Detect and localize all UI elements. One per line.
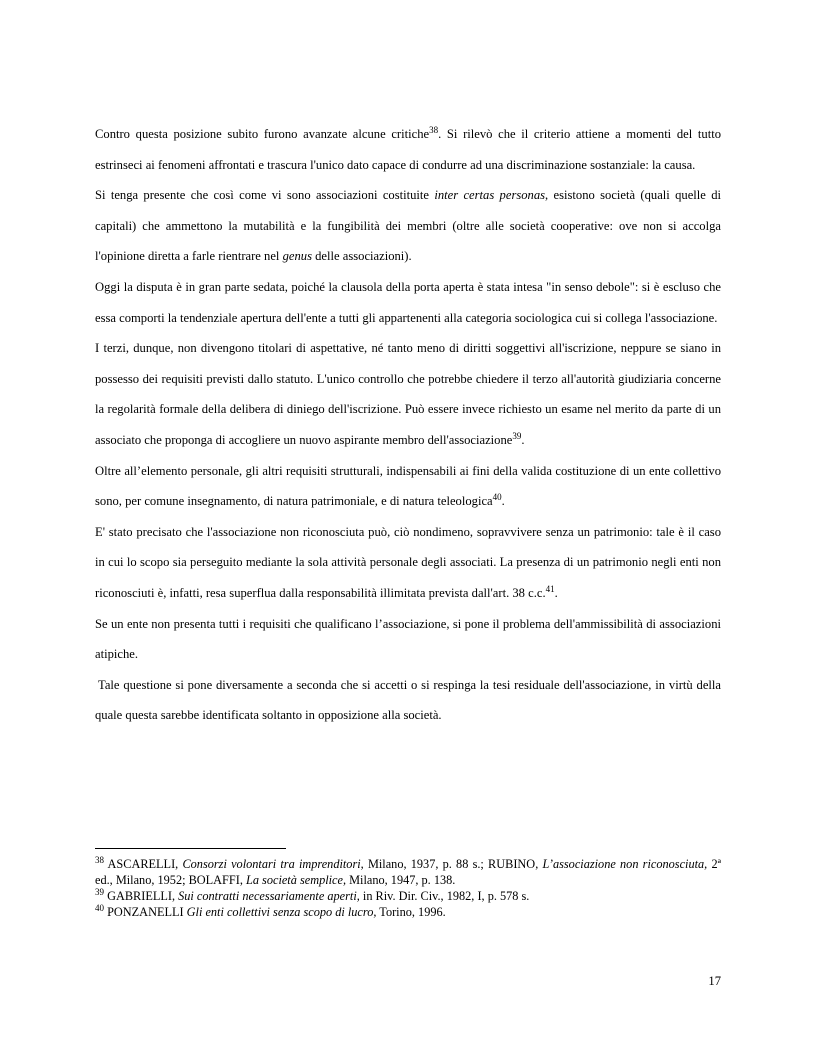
paragraph-7: Se un ente non presenta tutti i requisiti che qualificano l’associazione, si pone il problema dell'ammissibilità di associazioni atipiche. [95,616,721,662]
paragraph-6: E' stato precisato che l'associazione non riconosciuta può, ciò nondimeno, sopravvivere senza un patrimonio: tale è il caso in cui lo scopo sia perseguito mediante la sola attività personale degli associati. La presenza di un patrimonio negli enti non riconosciuti è, infatti, resa superflua dalla responsabilità illimitata prevista dall'art. 38 c.c.$^{41}$. [95,524,721,600]
footnote-38: $^{38}$ ASCARELLI, Consorzi volontari tra imprenditori, Milano, 1937, p. 88 s.; RUBINO, L’associazione non riconosciuta, 2ª ed., Milano, 1952; BOLAFFI, La società semplice, Milano, 1947, p. 138. [95,855,721,887]
paragraph-3: Oggi la disputa è in gran parte sedata, poiché la clausola della porta aperta è stata intesa "in senso debole": si è escluso che essa comporti la tendenziale apertura dell'ente a tutti gli appartenenti alla categoria sociologica cui si collega l'associazione. [95,279,721,325]
italic-term: inter certas personas [434,188,546,203]
paragraph-5: Oltre all’elemento personale, gli altri requisiti strutturali, indispensabili ai fini della valida costituzione di un ente collettivo sono, per comune insegnamento, di natura patrimoniale, e di natura teleologica$^{40}$. [95,463,721,509]
paragraph-4: I terzi, dunque, non divengono titolari di aspettative, né tanto meno di diritti soggettivi all'iscrizione, neppure se siano in possesso dei requisiti previsti dallo statuto. L'unico controllo che potrebbe chiedere il terzo all'autorità giudiziaria concerne la regolarità formale della delibera di diniego dell'iscrizione. Può essere invece richiesto un esame nel merito da parte di un associato che proponga di accogliere un nuovo aspirante membro dell'associazione$^{39}$. [95,341,721,447]
page-number: 17 [708,974,721,988]
paragraph-1: Contro questa posizione subito furono avanzate alcune critiche$^{38}$. Si rilevò che il criterio attiene a momenti del tutto estrinseci ai fenomeni affrontati e trascura l'unico dato capace di condurre ad una discriminazione sostanziale: la causa. [95,125,721,172]
footnote-ref-40[interactable]: 40 [492,492,502,503]
paragraph-2: Si tenga presente che così come vi sono associazioni costituite inter certas personas, esistono società (quali quelle di capitali) che ammettono la mutabilità e la fungibilità dei membri (oltre alle società cooperative: ove non si accolga l'opinione diretta a farle rientrare nel genus delle associazioni). [95,188,722,264]
footnote-40: $^{40}$ PONZANELLI Gli enti collettivi senza scopo di lucro, Torino, 1996. [95,903,446,919]
footnote-number: 38 [95,855,104,865]
footnote-ref-39[interactable]: 39 [512,430,522,441]
paragraph-8: Tale questione si pone diversamente a seconda che si accetti o si respinga la tesi residuale dell'associazione, in virtù della quale questa sarebbe identificata soltanto in opposizione alla società. [95,677,721,723]
footnotes [95,856,721,920]
footnote-number: 39 [95,887,104,897]
footnote-ref-41[interactable]: 41 [545,583,555,594]
footnote-separator [95,848,286,849]
italic-term: genus [282,249,312,264]
body-text [95,119,721,731]
footnote-number: 40 [95,903,104,913]
footnote-39: $^{39}$ GABRIELLI, Sui contratti necessariamente aperti, in Riv. Dir. Civ., 1982, I, p. 578 s. [95,887,530,903]
footnote-ref-38[interactable]: 38 [429,125,439,135]
